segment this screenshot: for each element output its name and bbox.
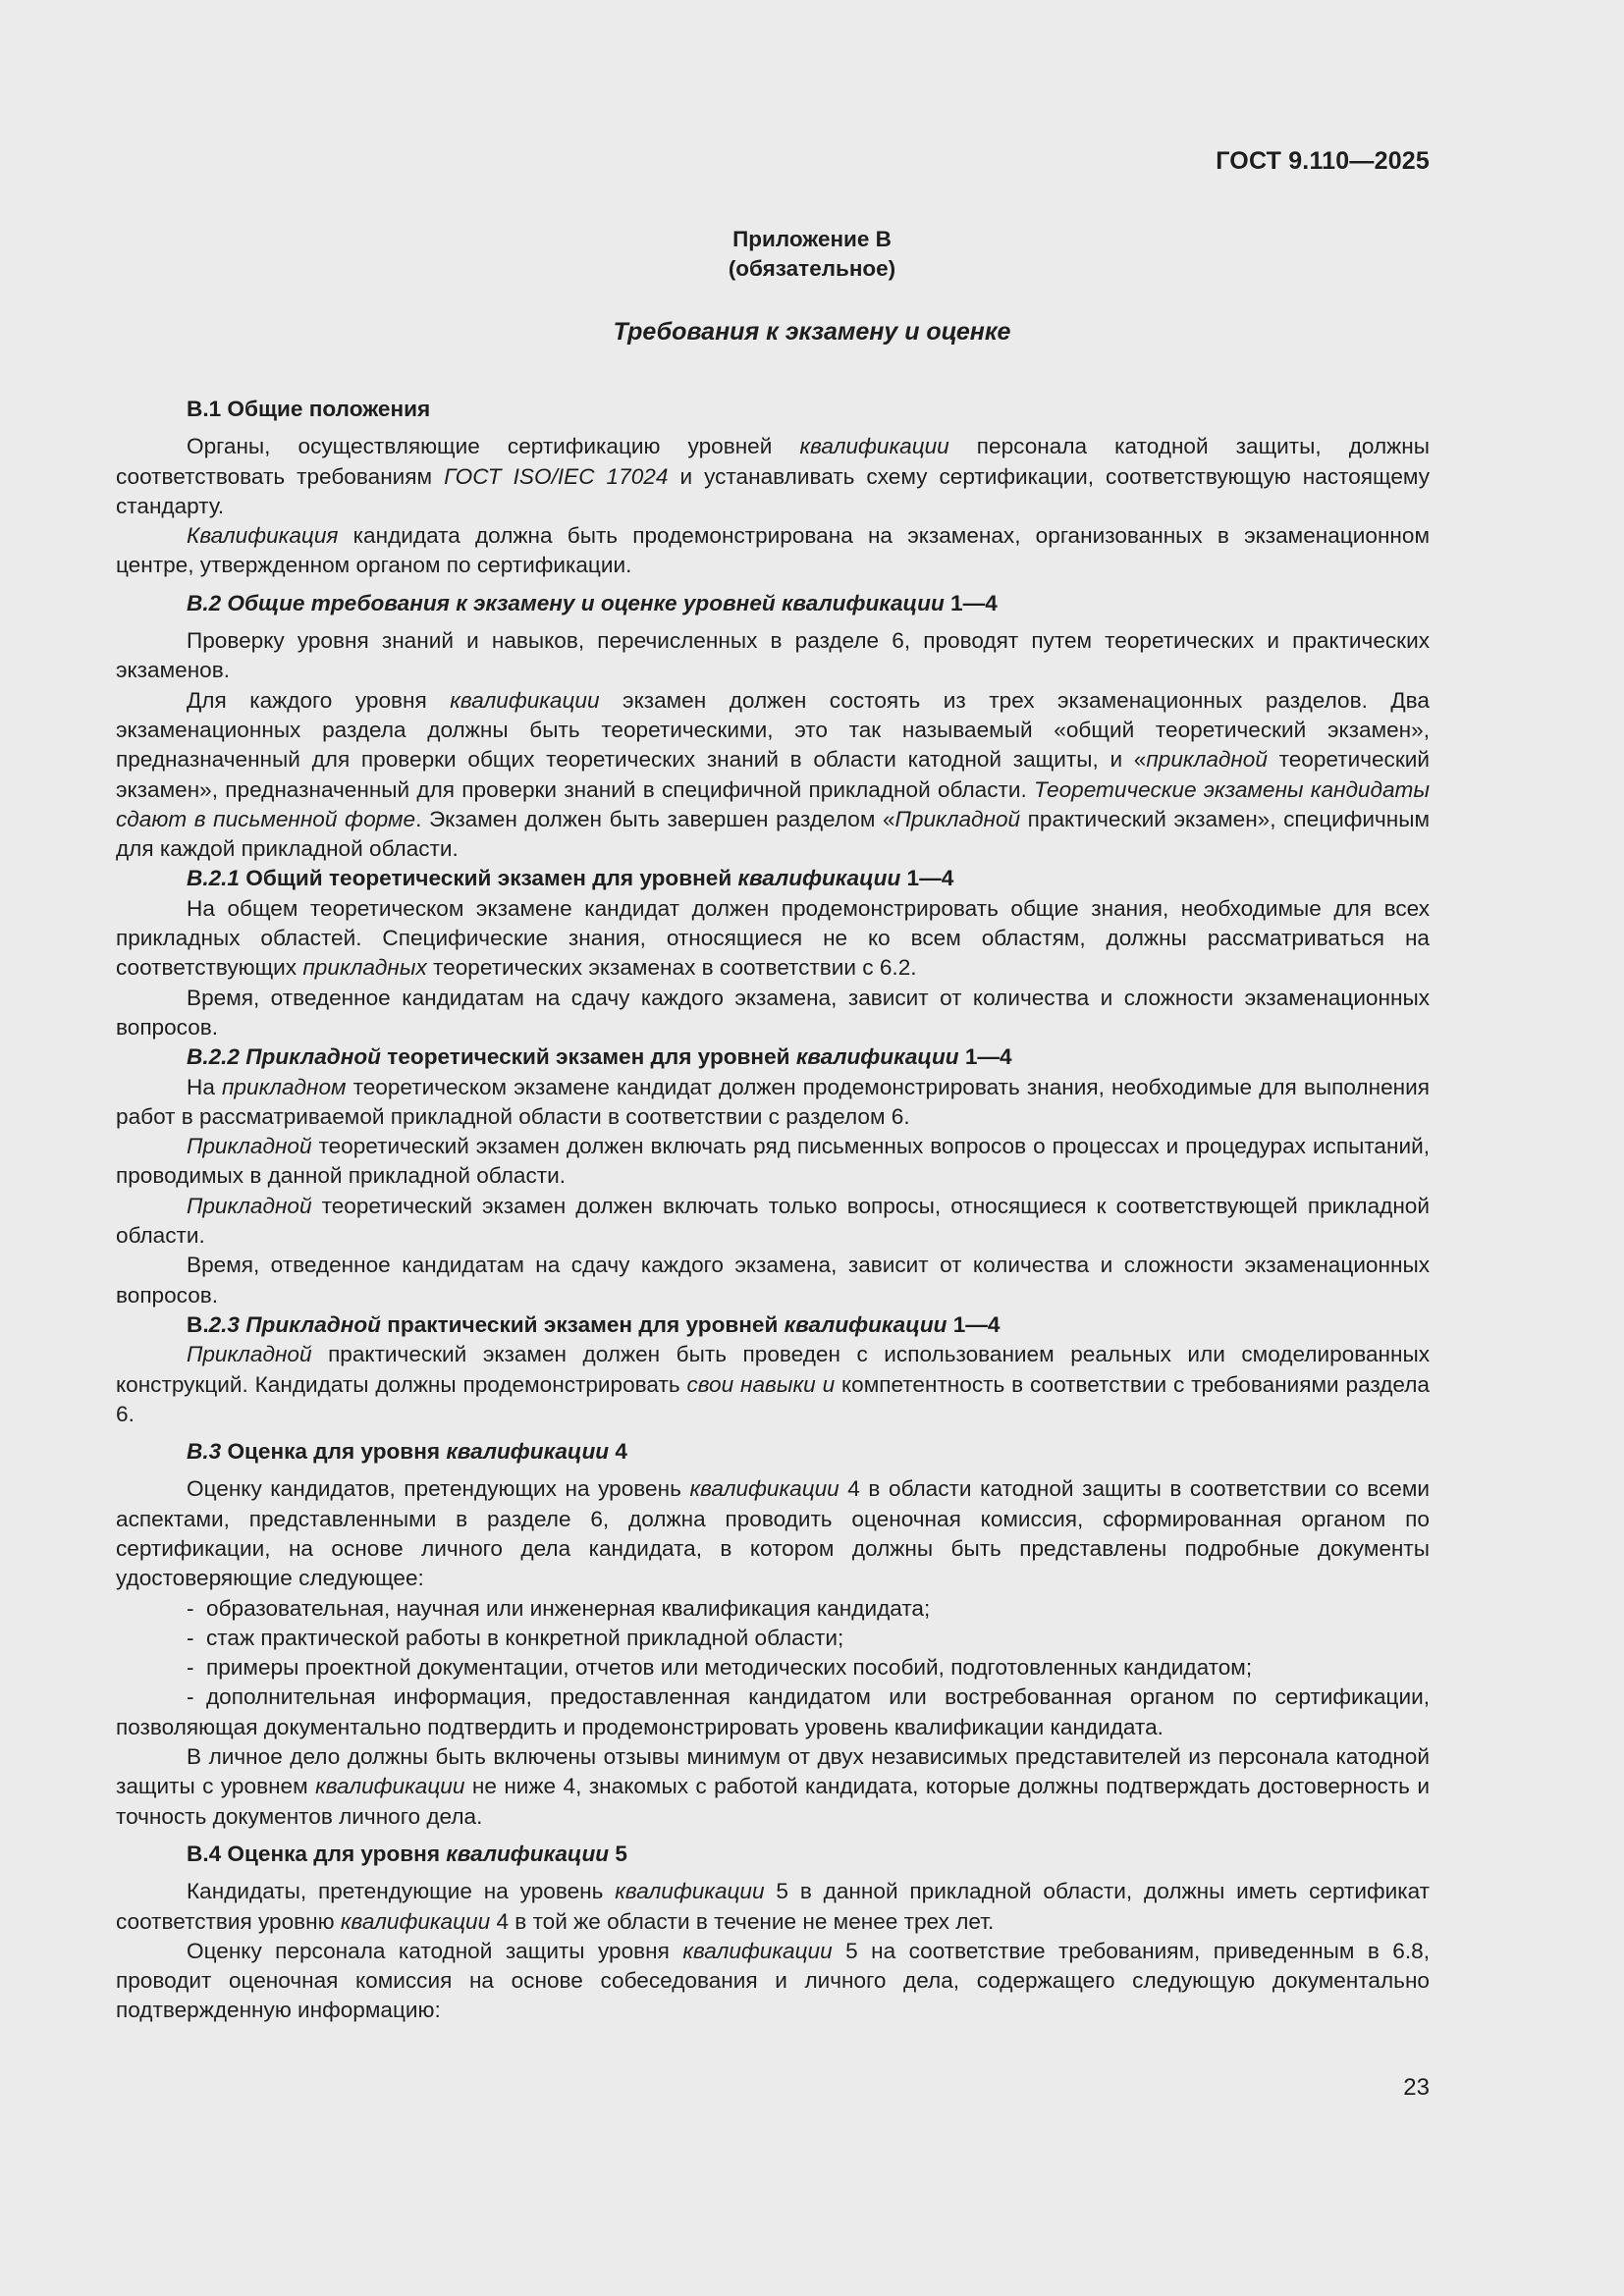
appendix-heading (0, 225, 1624, 284)
appendix-title: Требования к экзамену и оценке (613, 318, 1011, 346)
section-b1-paragraph-2: Квалификация кандидата должна быть продемонстрирована на экзаменах, организованных в экзаменационном центре, утвержденном органом по сертификации. (116, 523, 1430, 578)
list-item: - стаж практической работы в конкретной прикладной области; (187, 1625, 844, 1650)
appendix-label: Приложение В (732, 227, 892, 251)
section-b2-paragraph-1: Проверку уровня знаний и навыков, перечисленных в разделе 6, проводят путем теоретических и практических экзаменов. (116, 628, 1430, 683)
section-b22-paragraph-1: На прикладном теоретическом экзамене кандидат должен продемонстрировать знания, необходимые для выполнения работ в рассматриваемой прикладной области в соответствии с разделом 6. (116, 1074, 1430, 1129)
section-b3-paragraph-2: В личное дело должны быть включены отзывы минимум от двух независимых представителей из персонала катодной защиты с уровнем квалификации не ниже 4, знакомых с работой кандидата, которые должны подтверждать достоверность и точность документов личного дела. (116, 1744, 1430, 1829)
list-item: - образовательная, научная или инженерная квалификация кандидата; (187, 1595, 931, 1621)
section-b2-paragraph-2: Для каждого уровня квалификации экзамен должен состоять из трех экзаменационных разделов. Два экзаменационных раздела должны быть теоретическими, это так называемый «общий теоретический экзамен», предназначенный для проверки общих теоретических знаний в области катодной защиты, и «прикладной теоретический экзамен», предназначенный для проверки знаний в специфичной прикладной области. Теоретические экзамены кандидаты сдают в письменной форме. Экзамен должен быть завершен разделом «Прикладной практический экзамен», специфичным для каждой прикладной области. (116, 687, 1431, 862)
section-b4-paragraph-2: Оценку персонала катодной защиты уровня квалификации 5 на соответствие требованиям, приведенным в 6.8, проводит оценочная комиссия на основе собеседования и личного дела, содержащего следующую документально подтвержденную информацию: (116, 1938, 1430, 2023)
section-b23-paragraph-1: Прикладной практический экзамен должен быть проведен с использованием реальных или смоделированных конструкций. Кандидаты должны продемонстрировать свои навыки и компетентность в соответствии с требованиями раздела 6. (116, 1342, 1430, 1426)
section-b21-paragraph-2: Время, отведенное кандидатам на сдачу каждого экзамена, зависит от количества и сложности экзаменационных вопросов. (116, 985, 1430, 1040)
section-b4-heading: В.4 Оценка для уровня квалификации 5 (187, 1841, 627, 1866)
list-item: - примеры проектной документации, отчетов или методических пособий, подготовленных кандидатом; (187, 1655, 1253, 1681)
section-b4-paragraph-1: Кандидаты, претендующие на уровень квалификации 5 в данной прикладной области, должны иметь сертификат соответствия уровню квалификации 4 в той же области в течение не менее трех лет. (116, 1879, 1430, 1934)
section-b1-heading: В.1 Общие положения (187, 397, 431, 421)
standard-designation: ГОСТ 9.110—2025 (1216, 147, 1430, 175)
appendix-status: (обязательное) (728, 256, 896, 281)
section-b21-paragraph-1: На общем теоретическом экзамене кандидат должен продемонстрировать общие знания, необходимые для всех прикладных областей. Специфические знания, относящиеся не ко всем областям, должны рассматриваться на соответствующих прикладных теоретических экзаменах в соответствии с 6.2. (116, 895, 1430, 981)
section-b2-heading: В.2 Общие требования к экзамену и оценке уровней квалификации 1—4 (187, 590, 998, 615)
section-b22-paragraph-2: Прикладной теоретический экзамен должен включать ряд письменных вопросов о процессах и процедурах испытаний, проводимых в данной прикладной области. (116, 1134, 1430, 1189)
document-body (116, 395, 1430, 2026)
section-b3-heading: В.3 Оценка для уровня квалификации 4 (187, 1439, 627, 1465)
section-b21-heading: В.2.1 Общий теоретический экзамен для уровней квалификации 1—4 (187, 866, 954, 891)
section-b22-paragraph-4: Время, отведенное кандидатам на сдачу каждого экзамена, зависит от количества и сложности экзаменационных вопросов. (116, 1253, 1430, 1308)
section-b22-paragraph-3: Прикладной теоретический экзамен должен включать только вопросы, относящиеся к соответствующей прикладной области. (116, 1193, 1430, 1249)
section-b3-paragraph-1: Оценку кандидатов, претендующих на уровень квалификации 4 в области катодной защиты в соответствии со всеми аспектами, представленными в разделе 6, должна проводить оценочная комиссия, сформированная органом по сертификации, на основе личного дела кандидата, в котором должны быть представлены подробные документы удостоверяющие следующее: (116, 1476, 1431, 1591)
section-b3-list (116, 1594, 1430, 1742)
page-number: 23 (1403, 2074, 1430, 2101)
list-item: - дополнительная информация, предоставленная кандидатом или востребованная органом по сертификации, позволяющая документально подтвердить и продемонстрировать уровень квалификации кандидата. (116, 1684, 1430, 1739)
section-b23-heading: В.2.3 Прикладной практический экзамен для уровней квалификации 1—4 (187, 1311, 1001, 1337)
section-b1-paragraph-1: Органы, осуществляющие сертификацию уровней квалификации персонала катодной защиты, должны соответствовать требованиям ГОСТ ISO/IEC 17024 и устанавливать схему сертификации, соответствующую настоящему стандарту. (116, 434, 1430, 518)
section-b22-heading: В.2.2 Прикладной теоретический экзамен для уровней квалификации 1—4 (187, 1044, 1012, 1070)
